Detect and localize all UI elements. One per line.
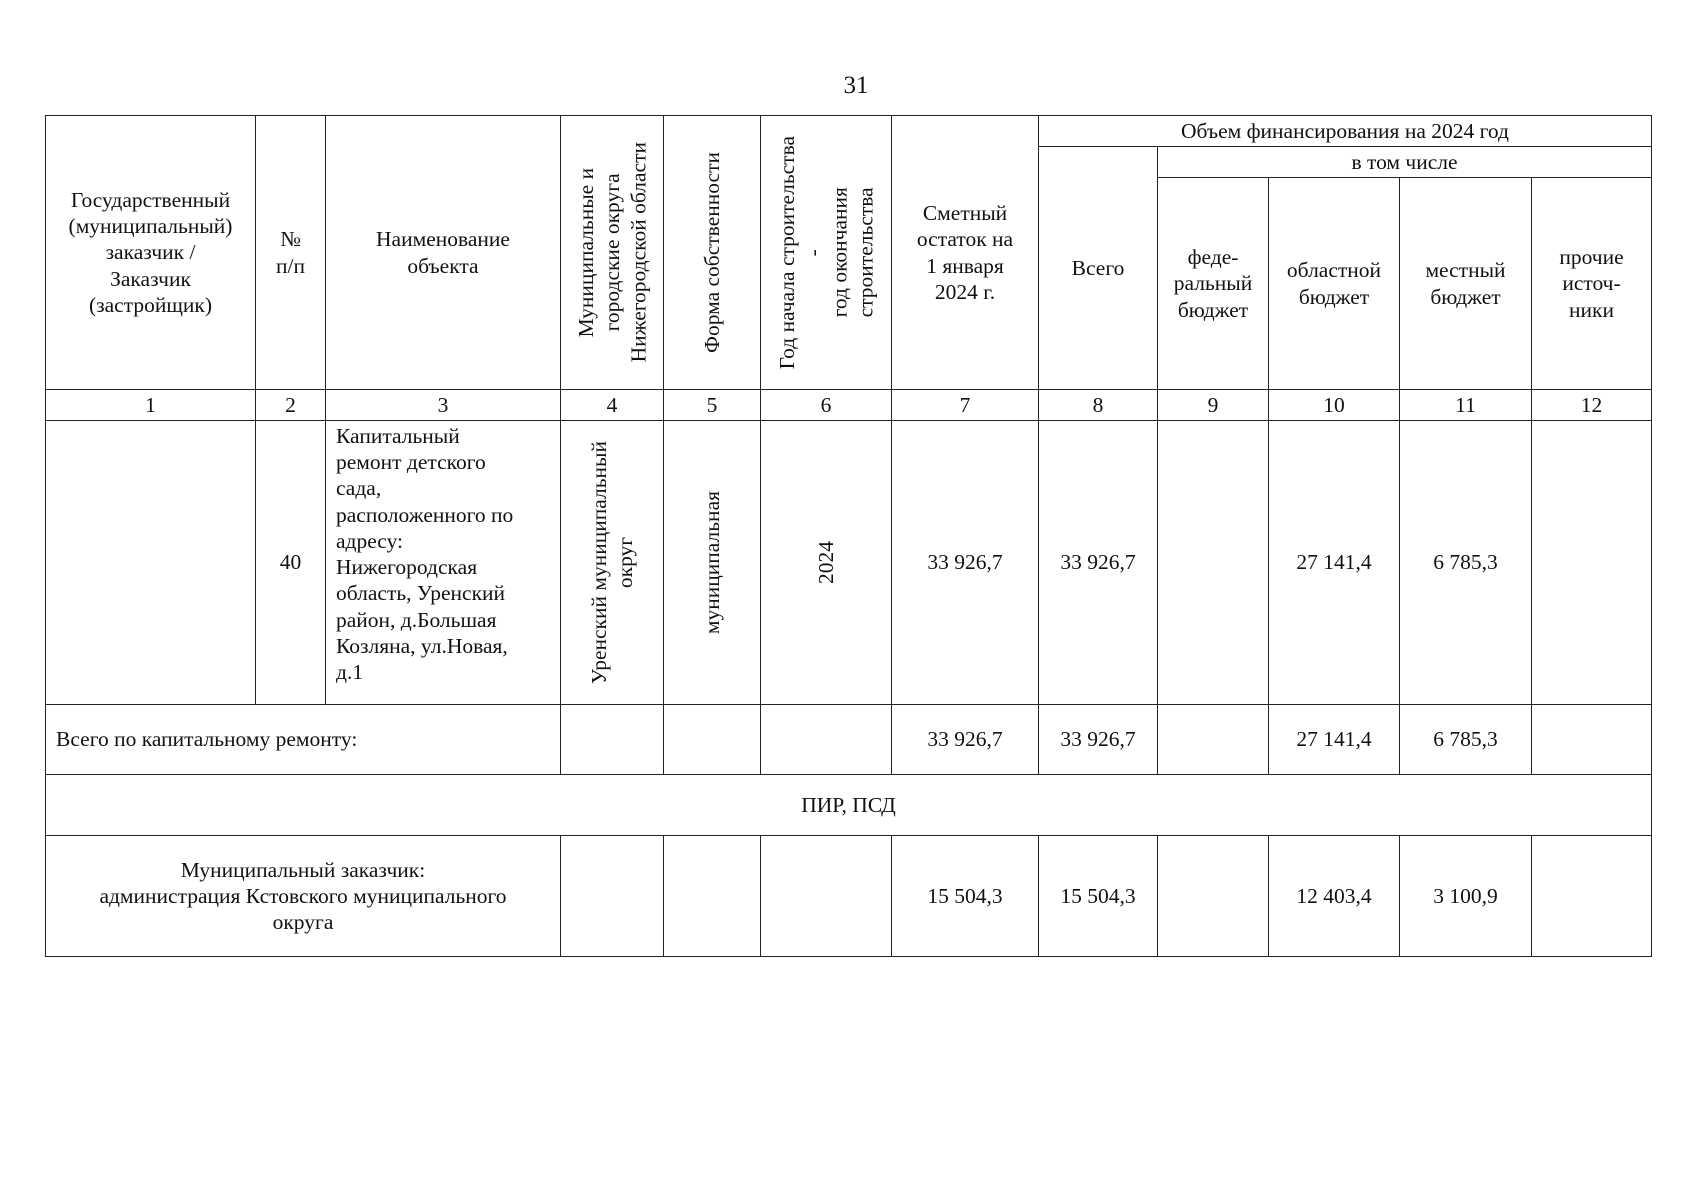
column-numbers-row	[46, 390, 1652, 421]
empty-cell	[761, 705, 892, 775]
municipal-customer-other	[1532, 836, 1652, 957]
col-number: 3	[326, 390, 561, 421]
header-other: прочие источ- ники	[1532, 178, 1652, 390]
empty-cell	[664, 705, 761, 775]
row-federal	[1158, 421, 1269, 705]
row-regional: 27 141,4	[1269, 421, 1400, 705]
row-other	[1532, 421, 1652, 705]
col-number: 10	[1269, 390, 1400, 421]
section-row	[46, 775, 1652, 836]
header-districts-text: Муниципальные и городские округа Нижегородской области	[573, 142, 651, 363]
header-ownership	[664, 116, 761, 390]
col-number: 6	[761, 390, 892, 421]
empty-cell	[561, 836, 664, 957]
municipal-customer-total: 15 504,3	[1039, 836, 1158, 957]
row-years	[761, 421, 892, 705]
row-years-text: 2024	[813, 541, 838, 584]
row-customer	[46, 421, 256, 705]
header-num: № п/п	[256, 116, 326, 390]
municipal-customer-federal	[1158, 836, 1269, 957]
col-number: 9	[1158, 390, 1269, 421]
header-balance: Сметный остаток на 1 января 2024 г.	[892, 116, 1039, 390]
funding-table	[45, 115, 1652, 957]
municipal-customer-label: Муниципальный заказчик: администрация Кстовского муниципального округа	[46, 836, 561, 957]
row-district	[561, 421, 664, 705]
header-including: в том числе	[1158, 147, 1652, 178]
empty-cell	[561, 705, 664, 775]
header-local: местный бюджет	[1400, 178, 1532, 390]
header-object-name: Наименование объекта	[326, 116, 561, 390]
page-number: 31	[843, 72, 869, 99]
capital-total-other	[1532, 705, 1652, 775]
empty-cell	[664, 836, 761, 957]
col-number: 5	[664, 390, 761, 421]
col-number: 1	[46, 390, 256, 421]
capital-total-total: 33 926,7	[1039, 705, 1158, 775]
header-ownership-text: Форма собственности	[699, 151, 724, 354]
header-federal: феде- ральный бюджет	[1158, 178, 1269, 390]
col-number: 4	[561, 390, 664, 421]
section-title: ПИР, ПСД	[46, 775, 1652, 836]
row-balance: 33 926,7	[892, 421, 1039, 705]
capital-total-row	[46, 705, 1652, 775]
row-object-name: Капитальный ремонт детского сада, расположенного по адресу: Нижегородская область, Уренский район, д.Большая Козляна, ул.Новая, д.1	[326, 421, 561, 705]
table-row	[46, 421, 1652, 705]
header-funding: Объем финансирования на 2024 год	[1039, 116, 1652, 147]
row-ownership	[664, 421, 761, 705]
col-number: 11	[1400, 390, 1532, 421]
col-number: 2	[256, 390, 326, 421]
col-number: 12	[1532, 390, 1652, 421]
header-years	[761, 116, 892, 390]
col-number: 7	[892, 390, 1039, 421]
header-districts	[561, 116, 664, 390]
empty-cell	[761, 836, 892, 957]
capital-total-federal	[1158, 705, 1269, 775]
row-ownership-text: муниципальная	[699, 490, 724, 635]
row-district-text: Уренский муниципальный округ	[586, 440, 637, 685]
row-total: 33 926,7	[1039, 421, 1158, 705]
row-num: 40	[256, 421, 326, 705]
municipal-customer-regional: 12 403,4	[1269, 836, 1400, 957]
municipal-customer-local: 3 100,9	[1400, 836, 1532, 957]
capital-total-regional: 27 141,4	[1269, 705, 1400, 775]
municipal-customer-balance: 15 504,3	[892, 836, 1039, 957]
header-total: Всего	[1039, 147, 1158, 390]
header-customer: Государственный (муниципальный) заказчик / Заказчик (застройщик)	[46, 116, 256, 390]
municipal-customer-row	[46, 836, 1652, 957]
capital-total-local: 6 785,3	[1400, 705, 1532, 775]
header-years-text: Год начала строительства - год окончания строительства	[774, 135, 878, 370]
row-local: 6 785,3	[1400, 421, 1532, 705]
capital-total-balance: 33 926,7	[892, 705, 1039, 775]
capital-total-label: Всего по капитальному ремонту:	[46, 705, 561, 775]
col-number: 8	[1039, 390, 1158, 421]
header-regional: областной бюджет	[1269, 178, 1400, 390]
